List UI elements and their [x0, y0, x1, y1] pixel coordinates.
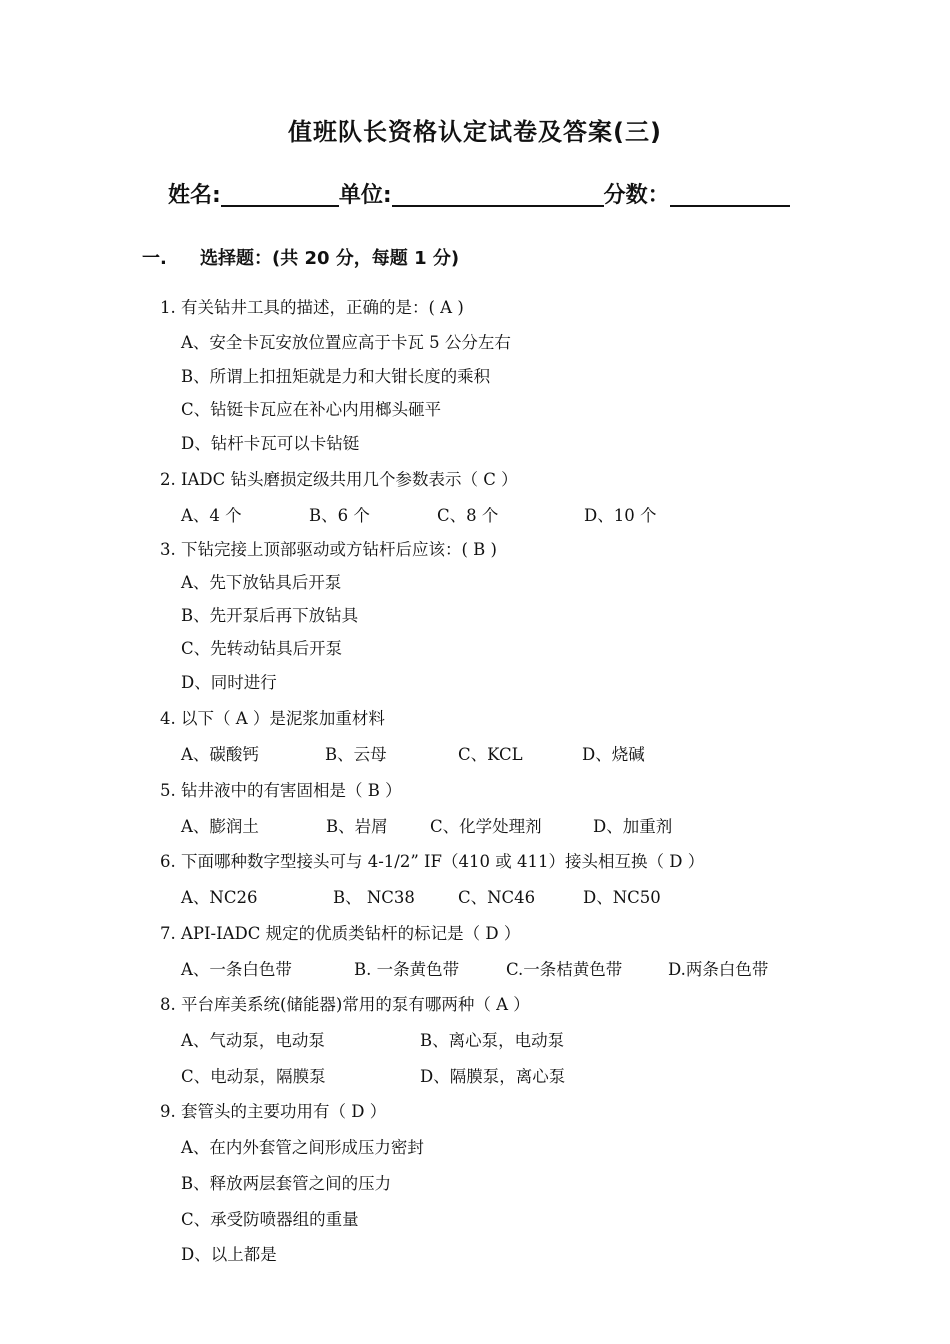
score-blank[interactable] — [670, 181, 790, 207]
header-fields — [168, 178, 790, 209]
score-label: 分数： — [603, 183, 670, 208]
option-row — [181, 813, 841, 837]
option: A、膨润土 — [181, 817, 259, 836]
option: C、8 个 — [437, 506, 499, 525]
option: A、一条白色带 — [181, 960, 292, 979]
option: D、隔膜泵，离心泵 — [420, 1067, 566, 1086]
option: A、NC26 — [181, 888, 258, 907]
option: A、先下放钻具后开泵 — [181, 573, 342, 592]
option: C、先转动钻具后开泵 — [181, 639, 343, 658]
option: C、承受防喷器组的重量 — [181, 1210, 359, 1229]
option: C、NC46 — [458, 888, 536, 907]
name-label: 姓名: — [168, 183, 221, 208]
question-stem: 6. 下面哪种数字型接头可与 4-1/2” IF（410 或 411）接头相互换（ D ） — [160, 852, 705, 871]
option-row — [181, 741, 841, 765]
option-row — [181, 884, 841, 908]
option: A、气动泵，电动泵 — [181, 1031, 325, 1050]
option: C、电动泵，隔膜泵 — [181, 1067, 326, 1086]
section-title: 选择题：(共 20 分，每题 1 分) — [200, 248, 460, 269]
option: B. 一条黄色带 — [354, 960, 460, 979]
option: D、同时进行 — [181, 673, 277, 692]
option: B、6 个 — [309, 506, 370, 525]
option: D、10 个 — [584, 506, 657, 525]
option-row — [181, 502, 841, 526]
option: B、先开泵后再下放钻具 — [181, 606, 359, 625]
unit-label: 单位: — [338, 183, 392, 208]
question-stem: 8. 平台库美系统(储能器)常用的泵有哪两种（ A ） — [160, 995, 530, 1014]
unit-blank[interactable] — [392, 181, 604, 207]
question-stem: 4. 以下（ A ）是泥浆加重材料 — [160, 709, 385, 728]
option: D、加重剂 — [593, 817, 673, 836]
option: D.两条白色带 — [668, 960, 769, 979]
option: B、 NC38 — [333, 888, 415, 907]
document-title: 值班队长资格认定试卷及答案(三) — [288, 118, 662, 146]
name-blank[interactable] — [221, 181, 339, 207]
option: B、释放两层套管之间的压力 — [181, 1174, 392, 1193]
question-stem: 3. 下钻完接上顶部驱动或方钻杆后应该：( B ) — [160, 540, 497, 559]
option: A、4 个 — [181, 506, 242, 525]
question-stem: 9. 套管头的主要功用有（ D ） — [160, 1102, 387, 1121]
section-number: 一. — [142, 248, 167, 269]
option: B、离心泵，电动泵 — [420, 1031, 565, 1050]
option: B、所谓上扣扭矩就是力和大钳长度的乘积 — [181, 367, 491, 386]
question-stem: 5. 钻井液中的有害固相是（ B ） — [160, 781, 402, 800]
section-heading — [142, 244, 459, 270]
option: A、在内外套管之间形成压力密封 — [181, 1138, 424, 1157]
option: D、烧碱 — [582, 745, 645, 764]
option: C.一条桔黄色带 — [506, 960, 623, 979]
option: D、NC50 — [583, 888, 661, 907]
question-stem: 2. IADC 钻头磨损定级共用几个参数表示（ C ） — [160, 470, 518, 489]
option-row — [181, 1063, 841, 1087]
option-row — [181, 1027, 841, 1051]
question-stem: 7. API-IADC 规定的优质类钻杆的标记是（ D ） — [160, 924, 521, 943]
option: C、钻铤卡瓦应在补心内用榔头砸平 — [181, 400, 442, 419]
option: B、云母 — [325, 745, 387, 764]
question-stem: 1. 有关钻井工具的描述，正确的是：( A ) — [160, 298, 464, 317]
option: D、以上都是 — [181, 1245, 277, 1264]
option: C、化学处理剂 — [430, 817, 542, 836]
option: A、安全卡瓦安放位置应高于卡瓦 5 公分左右 — [181, 333, 511, 352]
option-row — [181, 956, 841, 980]
option: D、钻杆卡瓦可以卡钻铤 — [181, 434, 360, 453]
option: B、岩屑 — [326, 817, 388, 836]
option: C、KCL — [458, 745, 523, 764]
option: A、碳酸钙 — [181, 745, 259, 764]
